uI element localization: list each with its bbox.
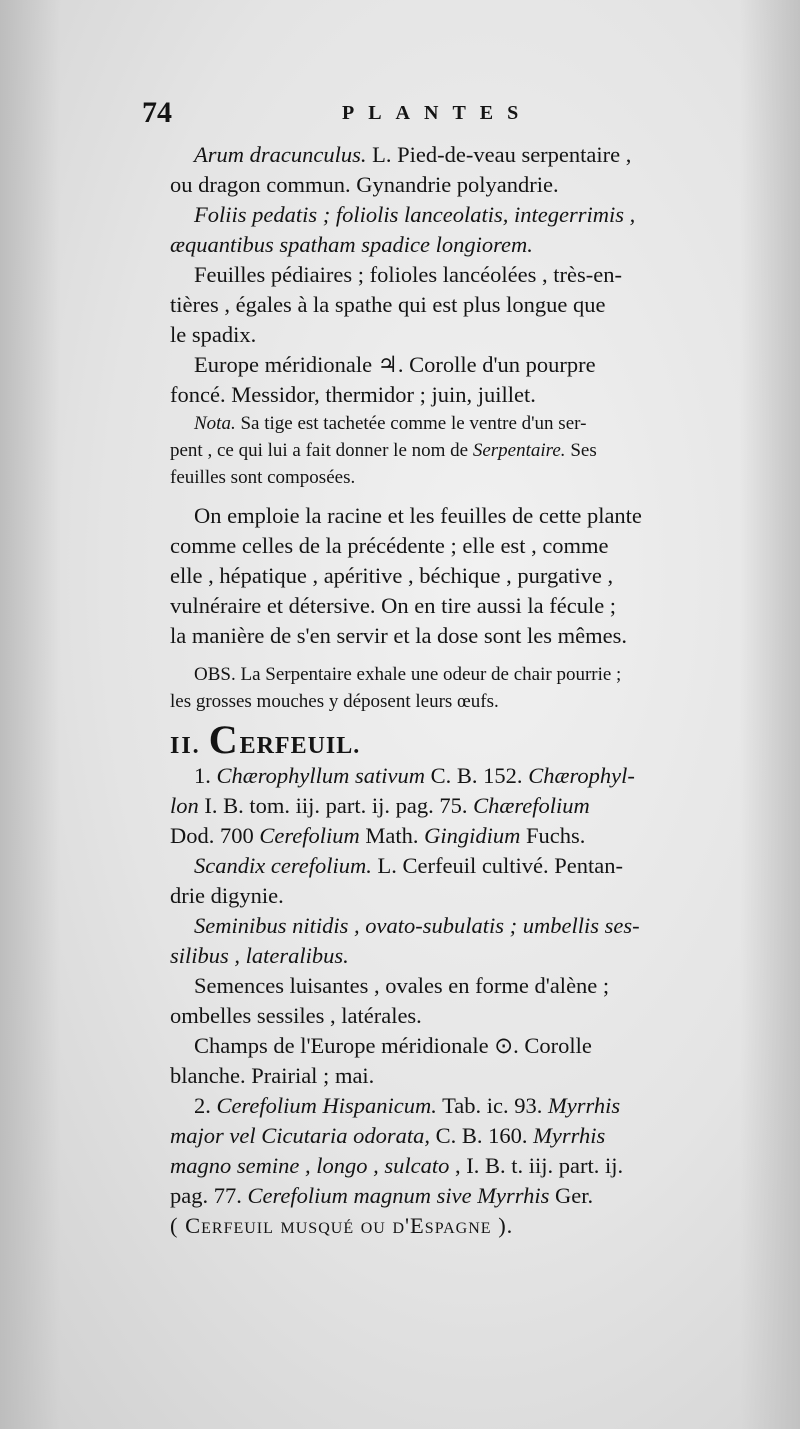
text-run: C. B. 160. <box>430 1123 528 1148</box>
text-run: Fuchs. <box>520 823 586 848</box>
note-line: feuilles sont composées. <box>170 467 356 488</box>
text-run: Math. <box>359 823 419 848</box>
note-label: Nota. <box>194 413 236 434</box>
text-line: Europe méridionale ♃. Corolle d'un pourpre <box>194 352 596 377</box>
text-run: Chærophyl- <box>522 763 635 788</box>
text-line <box>170 1151 760 1181</box>
text-run: Scandix cerefolium. <box>194 853 372 878</box>
text-run: L. Pied-de-veau serpentaire , <box>366 142 632 167</box>
obs-line: les grosses mouches y déposent leurs œufs. <box>170 691 499 712</box>
text-line <box>170 1121 760 1151</box>
text-line <box>170 821 760 851</box>
body-text <box>170 140 760 1241</box>
text-run: major vel Cicutaria odorata, <box>170 1123 430 1148</box>
page-shadow-left <box>0 0 60 1429</box>
text-line: Feuilles pédiaires ; folioles lancéolées , très-en- <box>194 262 622 287</box>
running-title: PLANTES <box>342 102 533 124</box>
entry-line <box>170 140 760 170</box>
latin-diagnosis-line: Foliis pedatis ; foliolis lanceolatis, integerrimis , <box>194 202 636 227</box>
section-heading <box>170 717 760 762</box>
text-run: , I. B. t. iij. part. ij. <box>449 1153 624 1178</box>
note-line <box>170 410 760 437</box>
page-number: 74 <box>142 96 172 129</box>
text-run: pag. 77. <box>170 1183 242 1208</box>
text-run: Myrrhis <box>542 1093 621 1118</box>
text-run: Gingidium <box>418 823 521 848</box>
obs-line: OBS. La Serpentaire exhale une odeur de chair pourrie ; <box>194 664 622 685</box>
text-line: blanche. Prairial ; mai. <box>170 1063 375 1088</box>
text-run: Serpentaire. <box>468 440 566 461</box>
text-run: Tab. ic. 93. <box>436 1093 543 1118</box>
text-run: pent , ce qui lui a fait donner le nom de <box>170 440 469 461</box>
text-run: Sa tige est tachetée comme le ventre d'un ser- <box>235 413 587 434</box>
text-line: ombelles sessiles , latérales. <box>170 1003 422 1028</box>
section-initial: C <box>208 717 240 762</box>
text-line: comme celles de la précédente ; elle est , comme <box>170 533 609 558</box>
text-line: Semences luisantes , ovales en forme d'alène ; <box>194 973 610 998</box>
text-run: Cerefolium Hispanicum. <box>210 1093 437 1118</box>
text-run: magno semine , longo , sulcato <box>170 1153 450 1178</box>
text-line: tières , égales à la spathe qui est plus longue que <box>170 292 606 317</box>
text-line: elle , hépatique , apéritive , béchique , purgative , <box>170 563 614 588</box>
text-line <box>170 791 760 821</box>
text-line: vulnéraire et détersive. On en tire aussi la fécule ; <box>170 593 617 618</box>
latin-name: Arum dracunculus. <box>194 142 367 167</box>
text-line: ou dragon commun. Gynandrie polyandrie. <box>170 172 559 197</box>
entry-line <box>170 1091 760 1121</box>
text-run: Ger. <box>549 1183 594 1208</box>
note-line <box>170 437 760 464</box>
text-run: Ses <box>565 440 597 461</box>
text-run: Chærophyllum sativum <box>210 763 426 788</box>
text-line: On emploie la racine et les feuilles de cette plante <box>194 503 642 528</box>
text-line <box>170 1181 760 1211</box>
text-run: lon <box>170 793 199 818</box>
text-run: Dod. 700 <box>170 823 254 848</box>
text-line: Champs de l'Europe méridionale ⊙. Corolle <box>194 1033 592 1058</box>
text-run: Cerefolium <box>253 823 360 848</box>
text-line: le spadix. <box>170 322 257 347</box>
text-run: 2. <box>194 1093 211 1118</box>
text-line: ( Cerfeuil musqué ou d'Espagne ). <box>170 1213 514 1238</box>
page-header <box>142 96 702 136</box>
latin-diagnosis-line: Seminibus nitidis , ovato-subulatis ; umbellis ses- <box>194 913 640 938</box>
text-run: I. B. tom. iij. part. ij. pag. 75. <box>198 793 468 818</box>
text-run: L. Cerfeuil cultivé. Pentan- <box>371 853 624 878</box>
text-line: drie digynie. <box>170 883 284 908</box>
text-line: la manière de s'en servir et la dose sont les mêmes. <box>170 623 628 648</box>
text-line: foncé. Messidor, thermidor ; juin, juillet. <box>170 382 536 407</box>
text-run: Myrrhis <box>527 1123 606 1148</box>
section-number: II. <box>170 733 209 759</box>
text-run: 1. <box>194 763 211 788</box>
latin-diagnosis-line: silibus , lateralibus. <box>170 943 349 968</box>
entry-line <box>170 761 760 791</box>
text-run: Cerefolium magnum sive Myrrhis <box>241 1183 550 1208</box>
section-title: ERFEUIL. <box>239 733 361 759</box>
text-line <box>170 851 760 881</box>
text-run: Chærefolium <box>467 793 590 818</box>
latin-diagnosis-line: æquantibus spatham spadice longiorem. <box>170 232 533 257</box>
text-run: C. B. 152. <box>425 763 523 788</box>
